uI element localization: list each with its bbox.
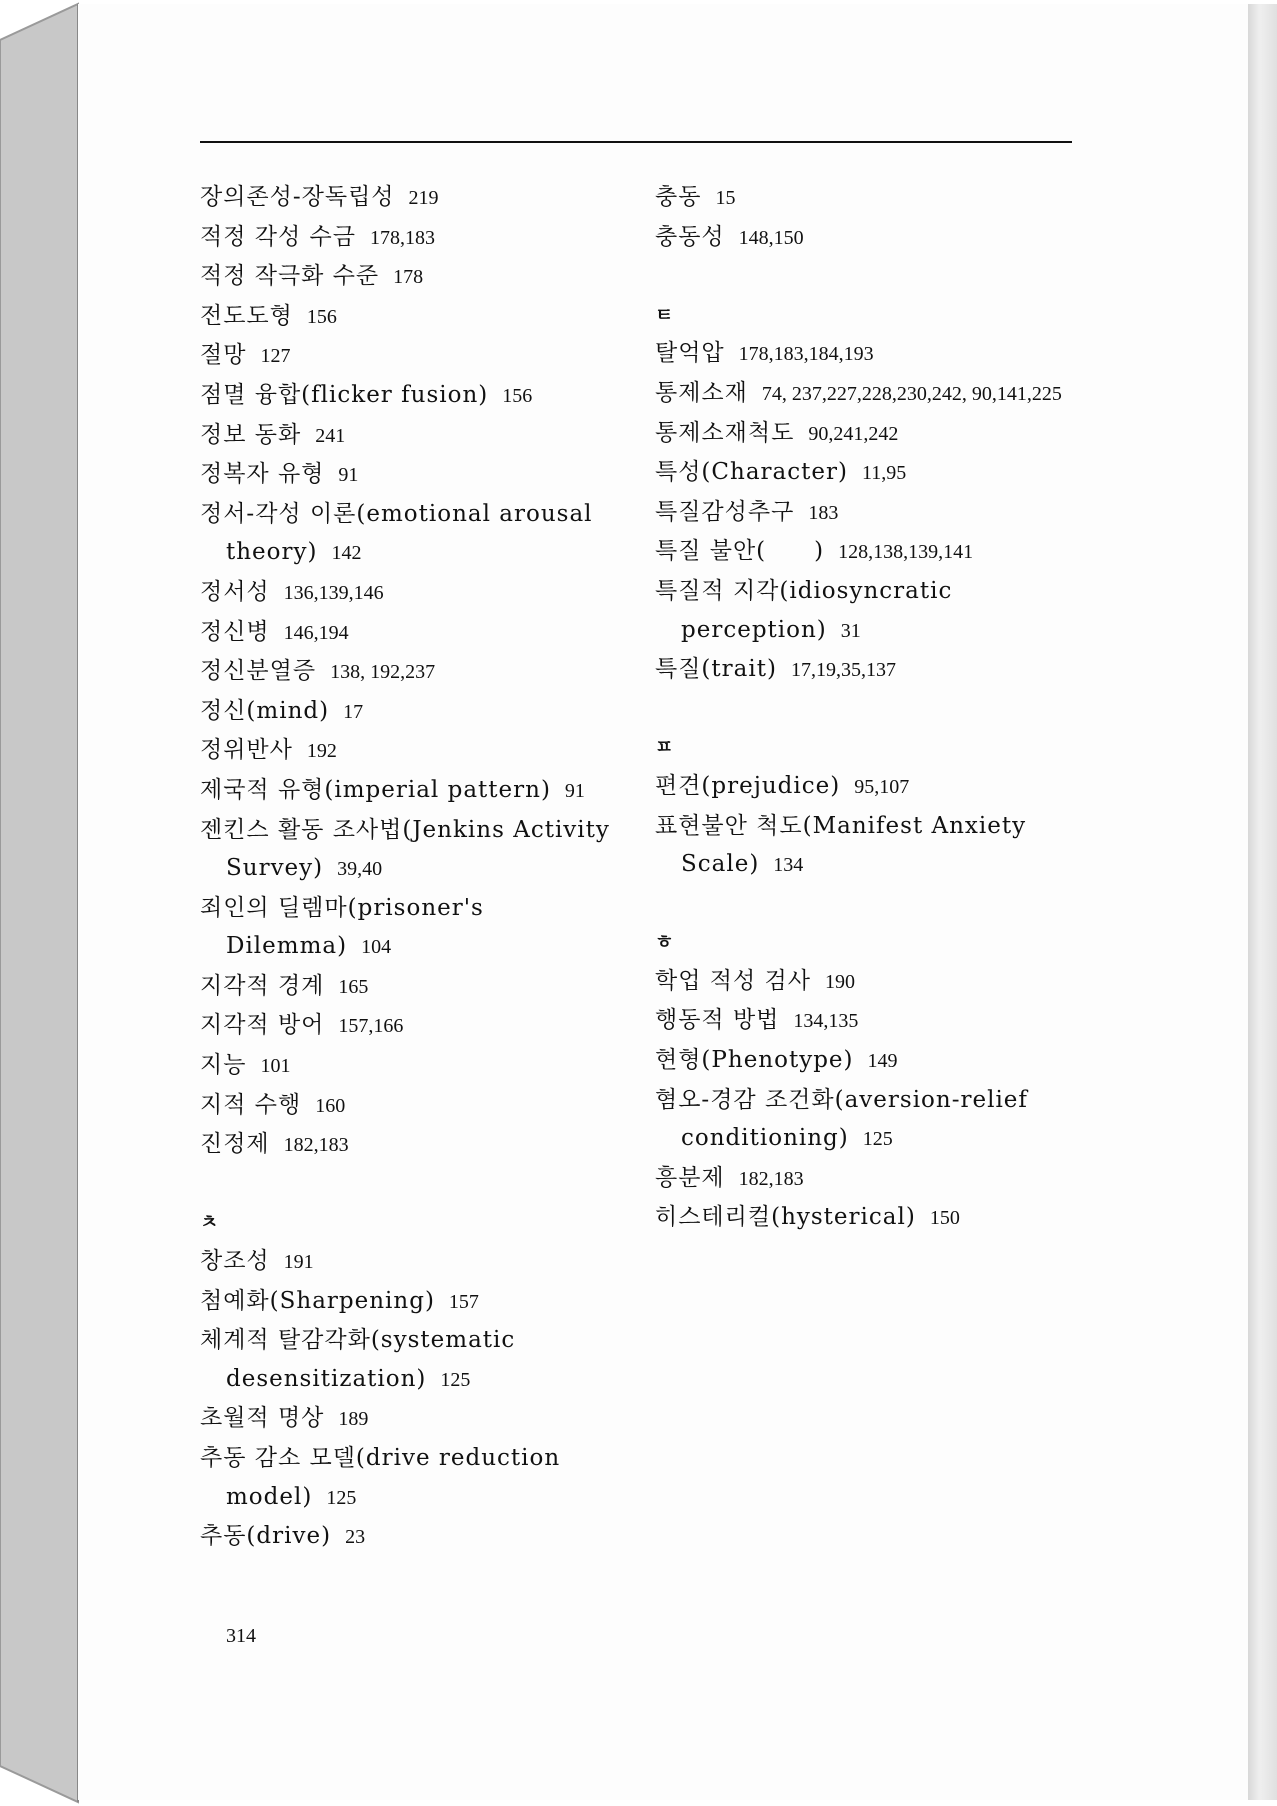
index-page-refs: 138, 192,237 [330, 661, 436, 684]
index-entry [200, 218, 630, 258]
index-term: 행동적 방법 [655, 1007, 780, 1034]
index-page-refs: 156 [502, 384, 533, 407]
index-entry [655, 532, 1085, 572]
index-page-refs: 104 [361, 936, 392, 959]
index-page-refs: 125 [862, 1128, 893, 1151]
index-term: 추동 감소 모델(drive reduction model) [200, 1445, 561, 1510]
index-term: 탈억압 [655, 340, 725, 367]
index-term: 히스테리컬(hysterical) [655, 1204, 916, 1231]
index-entry [200, 495, 630, 573]
index-column-right [655, 178, 1085, 1238]
index-term: 첨예화(Sharpening) [200, 1287, 435, 1314]
index-page-refs: 191 [283, 1251, 314, 1274]
index-page-refs: 156 [306, 305, 337, 328]
index-page-refs: 136,139,146 [283, 581, 384, 604]
index-term: 통제소재 [655, 379, 748, 406]
index-term: 적정 각성 수금 [200, 223, 356, 250]
index-page-refs: 182,183 [738, 1167, 804, 1190]
index-page-refs: 189 [338, 1408, 369, 1431]
index-entry [200, 1439, 630, 1517]
section-letter-heading: ㅎ [655, 931, 674, 954]
index-term: 적정 작극화 수준 [200, 263, 380, 290]
index-page-refs: 149 [867, 1050, 898, 1073]
index-page-refs: 160 [315, 1094, 346, 1117]
index-page-refs: 148,150 [738, 226, 804, 249]
index-page-refs: 15 [715, 187, 736, 209]
index-entry [200, 613, 630, 653]
index-page-refs: 101 [260, 1055, 291, 1078]
index-page-refs: 178,183,184,193 [738, 343, 874, 366]
index-page-refs: 90,241,242 [808, 422, 899, 445]
index-term: 지능 [200, 1052, 247, 1079]
index-entry [200, 1046, 630, 1086]
index-entry [655, 374, 1085, 414]
index-term: 장의존성-장독립성 [200, 184, 395, 210]
index-entry [655, 334, 1085, 374]
index-term: 절망 [200, 342, 247, 369]
index-term: 학업 적성 검사 [655, 967, 811, 994]
index-page-refs: 182,183 [283, 1134, 349, 1157]
index-term: 정보 동화 [200, 421, 302, 448]
index-entry [655, 650, 1085, 690]
index-entry [200, 1517, 630, 1557]
index-page-refs: 95,107 [854, 775, 910, 798]
index-entry [200, 1086, 630, 1126]
index-entry [200, 1242, 630, 1282]
index-entry [655, 962, 1085, 1002]
index-term: 죄인의 딜렘마(prisoner's Dilemma) [200, 894, 484, 960]
index-entry [655, 1081, 1085, 1159]
index-page-refs: 91 [338, 464, 359, 487]
index-page-refs: 125 [326, 1486, 357, 1509]
index-entry [655, 218, 1085, 258]
index-term: 혐오-경감 조건화(aversion-relief conditioning) [655, 1086, 1028, 1152]
index-page-refs: 11,95 [861, 462, 907, 485]
index-page-refs: 241 [315, 424, 346, 447]
index-entry [200, 297, 630, 337]
section-spacer [655, 690, 1085, 729]
index-term: 지각적 경계 [200, 972, 325, 999]
index-entry [655, 807, 1085, 885]
index-page-refs: 150 [929, 1207, 960, 1230]
index-term: 체계적 탈감각화(systematic desensitization) [200, 1327, 516, 1392]
index-entry [200, 811, 630, 889]
index-entry [655, 453, 1085, 493]
index-page-refs: 134 [773, 854, 804, 877]
index-term: 흥분제 [655, 1164, 725, 1191]
index-entry [655, 1198, 1085, 1238]
index-term: 정위반사 [200, 737, 293, 764]
index-term: 특질적 지각(idiosyncratic perception) [655, 577, 953, 643]
section-letter-heading: ㅍ [655, 736, 674, 759]
index-term: 정복자 유형 [200, 461, 325, 488]
index-page-refs: 39,40 [337, 858, 383, 881]
index-page-refs: 165 [338, 975, 369, 998]
page-number: 314 [226, 1625, 256, 1647]
index-term: 지각적 방어 [200, 1012, 325, 1039]
index-term: 젠킨스 활동 조사법(Jenkins Activity Survey) [200, 816, 610, 882]
index-page-refs: 142 [331, 542, 362, 565]
index-term: 특질감성추구 [655, 498, 795, 525]
header-rule [200, 141, 1072, 143]
index-column-left [200, 178, 630, 1557]
index-entry [655, 572, 1085, 650]
index-term: 편견(prejudice) [655, 772, 841, 799]
index-page-refs: 134,135 [793, 1010, 859, 1033]
index-entry [200, 1399, 630, 1439]
index-page-refs: 178,183 [369, 226, 435, 249]
index-term: 충동성 [655, 223, 725, 250]
index-term: 표현불안 척도(Manifest Anxiety Scale) [655, 812, 1027, 878]
page-edge [1248, 4, 1277, 1800]
section-letter-heading: ㅌ [655, 303, 674, 326]
index-page-refs: 125 [440, 1368, 471, 1391]
index-page-refs: 74, 237,227,228,230,242, 90,141,225 [761, 382, 1062, 405]
index-term: 충동 [655, 184, 702, 210]
index-entry [200, 889, 630, 967]
index-term: 추동(drive) [200, 1523, 332, 1550]
index-term: 통제소재척도 [655, 419, 795, 446]
index-term: 점멸 융합(flicker fusion) [200, 381, 489, 408]
index-term: 창조성 [200, 1248, 270, 1275]
index-term: 정서-각성 이론(emotional arousal theory) [200, 500, 593, 566]
index-page-refs: 178 [393, 266, 424, 289]
index-term: 특질(trait) [655, 656, 777, 683]
index-term: 전도도형 [200, 302, 293, 329]
section-spacer [655, 885, 1085, 924]
index-entry [200, 178, 630, 218]
index-entry [655, 414, 1085, 454]
index-term: 초월적 명상 [200, 1405, 325, 1432]
section-spacer [655, 257, 1085, 296]
section-letter-heading: ㅊ [200, 1211, 219, 1234]
index-page-refs: 157,166 [338, 1015, 404, 1038]
index-entry [655, 767, 1085, 807]
index-entry [200, 771, 630, 811]
index-page-refs: 91 [564, 779, 585, 802]
index-entry [200, 1125, 630, 1165]
index-entry [655, 1001, 1085, 1041]
index-term: 제국적 유형(imperial pattern) [200, 776, 551, 803]
index-term: 정신분열증 [200, 658, 317, 685]
index-page-refs: 146,194 [283, 621, 349, 644]
index-term: 지적 수행 [200, 1091, 302, 1118]
index-entry [200, 257, 630, 297]
index-page-refs: 183 [808, 501, 839, 524]
index-entry [200, 455, 630, 495]
index-term: 진정제 [200, 1131, 270, 1158]
index-term: 특질 불안( ) [655, 538, 825, 565]
section-spacer [200, 1165, 630, 1204]
index-entry [655, 493, 1085, 533]
index-page-refs: 17,19,35,137 [790, 659, 896, 682]
index-term: 정신병 [200, 618, 270, 645]
index-entry [200, 573, 630, 613]
index-page-refs: 17 [343, 700, 364, 723]
index-entry [200, 692, 630, 732]
index-page-refs: 157 [448, 1290, 479, 1313]
index-page-refs: 219 [408, 187, 439, 209]
index-page-refs: 31 [840, 619, 861, 642]
index-term: 현형(Phenotype) [655, 1047, 854, 1074]
index-entry [655, 1159, 1085, 1199]
index-page-refs: 128,138,139,141 [838, 541, 974, 564]
index-entry [200, 967, 630, 1007]
index-term: 정신(mind) [200, 697, 330, 724]
index-entry [200, 416, 630, 456]
index-term: 특성(Character) [655, 459, 848, 486]
index-page-refs: 192 [306, 740, 337, 763]
index-entry [200, 652, 630, 692]
index-entry [200, 1282, 630, 1322]
index-page-refs: 190 [824, 970, 855, 993]
index-term: 정서성 [200, 578, 270, 605]
index-entry [200, 1321, 630, 1399]
index-entry [200, 731, 630, 771]
index-entry [655, 1041, 1085, 1081]
index-entry [200, 376, 630, 416]
index-entry [200, 1006, 630, 1046]
index-entry [200, 336, 630, 376]
index-page-refs: 127 [260, 345, 291, 368]
index-entry [655, 178, 1085, 218]
index-page-refs: 23 [345, 1526, 366, 1549]
